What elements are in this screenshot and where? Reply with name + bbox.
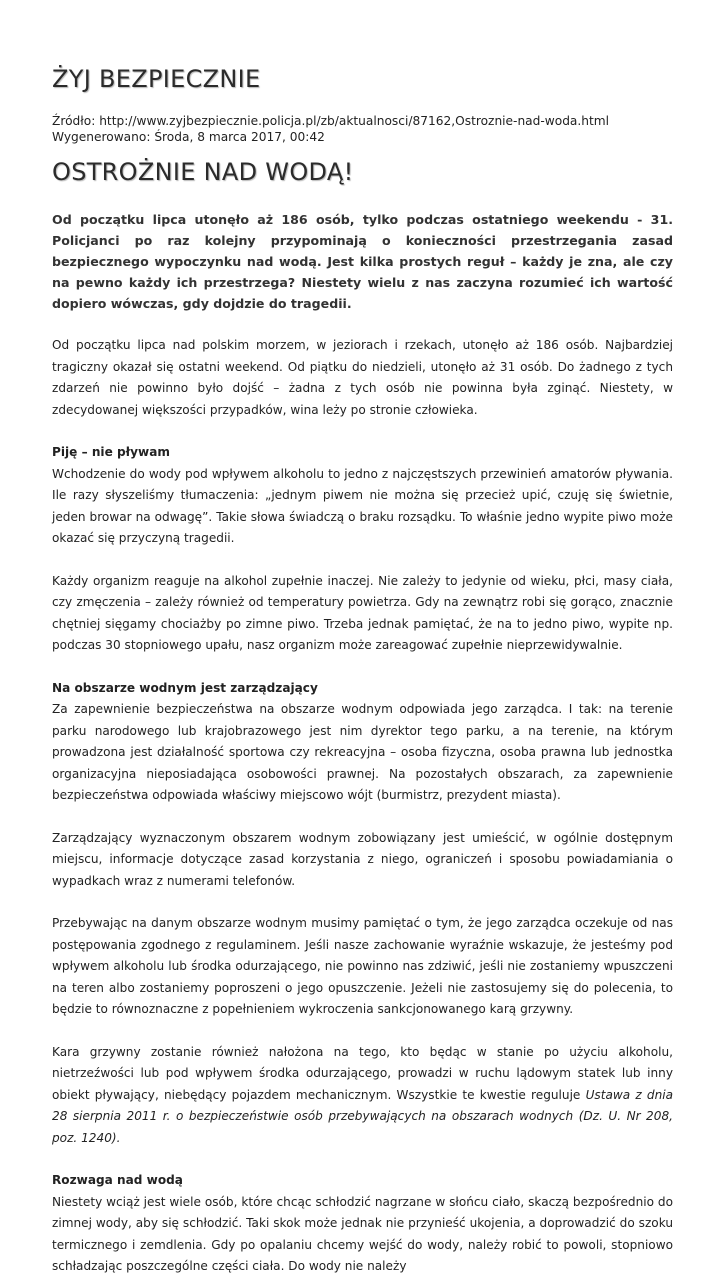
paragraph: Każdy organizm reaguje na alkohol zupełnie inaczej. Nie zależy to jedynie od wieku, płci, masy ciała, czy zmęczenia – zależy również od temperatury powietrza. Gdy na zewnątrz robi się gorąco, znacznie chętniej sięgamy chociażby po zimne piwo. Trzeba jednak pamiętać, że na to jedno piwo, wypite np. podczas 30 stopniowego upału, nasz organizm może zareagować zupełnie nieprzewidywalnie. (52, 573, 673, 652)
paragraph: Za zapewnienie bezpieczeństwa na obszarze wodnym odpowiada jego zarządca. I tak: na terenie parku narodowego lub krajobrazowego jest nim dyrektor tego parku, a na terenie, na którym prowadzona jest działalność sportowa czy rekreacyjna – osoba fizyczna, osoba prawna lub jednostka organizacyjna nieposiadająca osobowości prawnej. Na pozostałych obszarach, za zapewnienie bezpieczeństwa odpowiada właściwy miejscowo wójt (burmistrz, prezydent miasta). (52, 702, 673, 802)
generated-line (52, 129, 673, 145)
source-url[interactable]: http://www.zyjbezpiecznie.policja.pl/zb/aktualnosci/87162,Ostroznie-nad-woda.html (99, 114, 610, 128)
source-line (52, 113, 673, 129)
section-heading-caution: Rozwaga nad wodą (52, 1173, 183, 1187)
generated-date: Środa, 8 marca 2017, 00:42 (154, 130, 325, 144)
article-intro: Od początku lipca nad polskim morzem, w jeziorach i rzekach, utonęło aż 186 osób. Najbardziej tragiczny okazał się ostatni weekend. Od piątku do niedzieli, utonęło aż 31 osób. Do żadnego z tych zdarzeń nie powinno było dojść – żadna z tych osób nie powinna była zginąć. Niestety, w zdecydowanej większości przypadków, wina leży po stronie człowieka. (52, 338, 673, 417)
document-meta (52, 113, 673, 145)
site-title: ŻYJ BEZPIECZNIE (52, 65, 261, 93)
paragraph (52, 1042, 673, 1150)
generated-label: Wygenerowano: (52, 130, 151, 144)
section-heading-manager: Na obszarze wodnym jest zarządzający (52, 680, 318, 695)
section-heading-drinking: Piję – nie pływam (52, 445, 170, 459)
paragraph: Wchodzenie do wody pod wpływem alkoholu to jedno z najczęstszych przewinień amatorów pływania. Ile razy słyszeliśmy tłumaczenia: „jednym piwem nie można się przecież upić, czuję się świetnie, jeden browar na odwagę”. Takie słowa świadczą o braku rozsądku. To właśnie jedno wypite piwo może okazać się przyczyną tragedii. (52, 466, 673, 545)
source-label: Źródło: (52, 114, 96, 128)
law-reference: Ustawa z dnia 28 sierpnia 2011 r. o bezpieczeństwie osób przebywających na obszarach wodnych (Dz. U. Nr 208, poz. 1240). (52, 1087, 674, 1145)
article-lead: Od początku lipca utonęło aż 186 osób, tylko podczas ostatniego weekendu - 31. Policjanci po raz kolejny przypominają o konieczności przestrzegania zasad bezpiecznego wypoczynku nad wodą. Jest kilka prostych reguł – każdy je zna, ale czy na pewno każdy ich przestrzega? Niestety wielu z nas zaczyna rozumieć ich wartość dopiero wówczas, gdy dojdzie do tragedii. (52, 212, 673, 311)
paragraph: Niestety wciąż jest wiele osób, które chcąc schłodzić nagrzane w słońcu ciało, skaczą bezpośrednio do zimnej wody, aby się schłodzić. Taki skok może jednak nie przynieść ukojenia, a doprowadzić do szoku termicznego i zemdlenia. Gdy po opalaniu chcemy wejść do wody, należy robić to powoli, stopniowo schładzając poszczególne części ciała. Do wody nie należy (52, 1194, 673, 1273)
paragraph-text: Kara grzywny zostanie również nałożona na tego, kto będąc w stanie po użyciu alkoholu, nietrzeźwości lub pod wpływem środka odurzającego, prowadzi w ruchu lądowym statek lub inny obiekt pływający, niebędący pojazdem mechanicznym. Wszystkie te kwestie reguluje (52, 1044, 673, 1102)
paragraph: Zarządzający wyznaczonym obszarem wodnym zobowiązany jest umieścić, w ogólnie dostępnym miejscu, informacje dotyczące zasad korzystania z niego, ograniczeń i sposobu powiadamiania o wypadkach wraz z numerami telefonów. (52, 830, 673, 888)
paragraph: Przebywając na danym obszarze wodnym musimy pamiętać o tym, że jego zarządca oczekuje od nas postępowania zgodnego z regulaminem. Jeśli nasze zachowanie wyraźnie wskazuje, że jesteśmy pod wpływem alkoholu lub środka odurzającego, nie powinno nas zdziwić, jeśli nie zostaniemy wpuszczeni na teren albo zostaniemy poproszeni o jego opuszczenie. Jeżeli nie zastosujemy się do polecenia, to będzie to równoznaczne z popełnieniem wykroczenia sankcjonowanego karą grzywny. (52, 916, 673, 1016)
article-title: OSTROŻNIE NAD WODĄ! (52, 158, 354, 186)
